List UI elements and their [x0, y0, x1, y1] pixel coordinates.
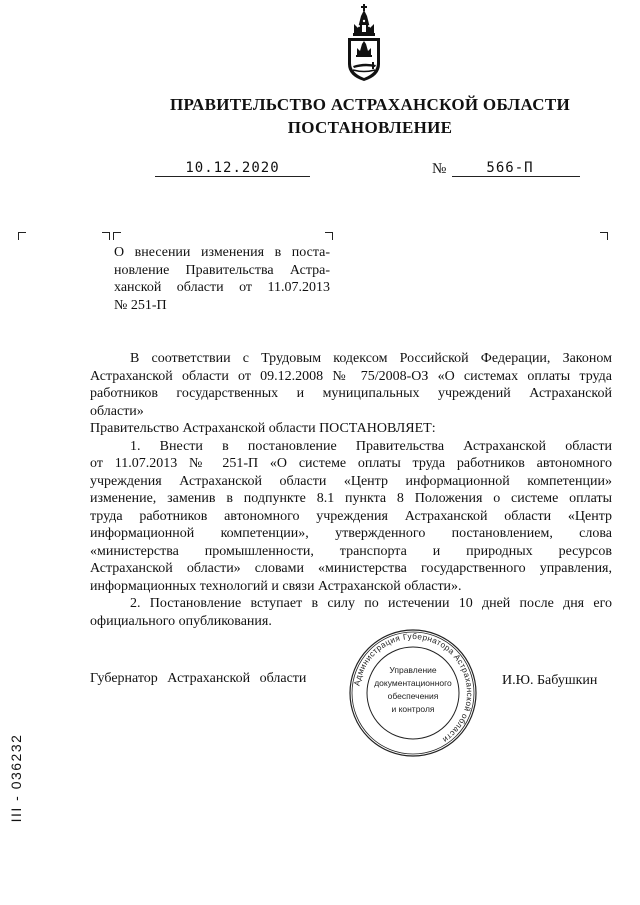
subject-line: О внесении изменения в поста- [114, 245, 330, 260]
seal-inner-line: и контроля [391, 704, 435, 714]
document-subject [114, 244, 330, 314]
item-1-line: учреждения Астраханской области «Центр информационной компетенции» [90, 473, 612, 489]
item-1-line: изменение, заменив в подпункте 8.1 пункта 8 Положения о системе оплаты [90, 491, 612, 506]
document-body [90, 350, 612, 630]
item-2-line: официального опубликования. [90, 613, 272, 629]
subject-corner-mark [102, 232, 110, 240]
body-line: В соответствии с Трудовым кодексом Российской Федерации, Законом [130, 351, 612, 366]
document-date: 10.12.2020 [185, 160, 280, 176]
number-underline [452, 176, 580, 177]
document-number: 566-П [486, 160, 534, 176]
government-title: ПРАВИТЕЛЬСТВО АСТРАХАНСКОЙ ОБЛАСТИ [170, 95, 570, 114]
body-line: работников государственных и муниципальных учреждений Астраханской [90, 386, 612, 401]
item-1-line: информационных технологий и связи Астраханской области». [90, 578, 462, 594]
subject-corner-mark [113, 232, 121, 240]
number-sign: № [432, 161, 447, 177]
margin-corner-mark [600, 232, 608, 240]
subject-line: ханской области от 11.07.2013 [114, 280, 330, 295]
coat-of-arms-icon [335, 4, 393, 82]
seal-inner-line: обеспечения [387, 691, 439, 701]
seal-inner-line: Управление [389, 665, 437, 675]
item-2-line: 2. Постановление вступает в силу по истечении 10 дней после дня его [130, 596, 612, 611]
subject-corner-mark [325, 232, 333, 240]
body-line: Астраханской области от 09.12.2008 № 75/2008-ОЗ «О системах оплаты труда [90, 368, 612, 384]
document-type-title: ПОСТАНОВЛЕНИЕ [287, 118, 453, 137]
body-line: области» [90, 403, 144, 419]
resolve-line: Правительство Астраханской области ПОСТАНОВЛЯЕТ: [90, 421, 436, 436]
subject-line: новление Правительства Астра- [114, 262, 330, 278]
date-underline [155, 176, 310, 177]
item-1-line: труда работников автономного учреждения Астраханской области «Центр [90, 508, 612, 524]
official-seal-stamp [348, 628, 478, 758]
item-1-line: «министерства промышленности, транспорта и природных ресурсов [90, 543, 612, 559]
subject-line: № 251-П [114, 297, 167, 313]
item-1-line: от 11.07.2013 № 251-П «О системе оплаты труда работников автономного [90, 456, 612, 471]
seal-inner-line: документационного [374, 678, 452, 688]
item-1-line: Астраханской области» словами «министерства государственного управления, [90, 561, 612, 576]
item-1-line: 1. Внести в постановление Правительства Астраханской области [130, 438, 612, 454]
signer-name: И.Ю. Бабушкин [502, 673, 598, 688]
serial-text: III - 036232 [8, 733, 24, 823]
item-1-line: информационной компетенции», утвержденного постановлением, слова [90, 526, 612, 541]
seal-ring-text: Администрация Губернатора Астраханской области [352, 631, 475, 745]
signer-title: Губернатор Астраханской области [90, 671, 307, 686]
margin-corner-mark [18, 232, 26, 240]
blank-serial-number [6, 715, 26, 845]
